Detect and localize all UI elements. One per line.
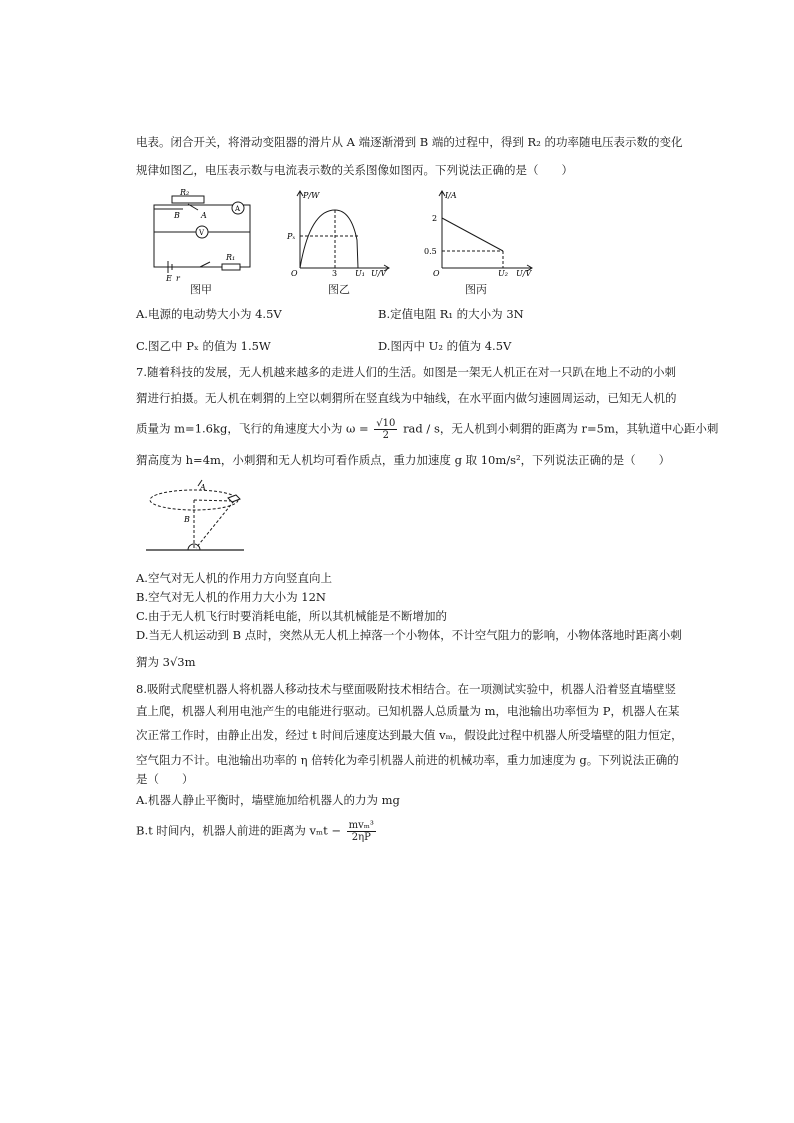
current-voltage-graph [420,188,538,278]
q8-option-a: A.机器人静止平衡时，墙壁施加给机器人的力为 mg [136,793,400,807]
bing-y-axis-label: I/A [445,191,457,200]
bing-x-axis-label: U/V [516,269,532,278]
r2-label: R₂ [180,188,190,197]
yi-px-label: Pₓ [287,232,296,241]
circuit-diagram [138,188,260,283]
q7-stem-line-3 [136,418,718,441]
q8-stem-line-3: 次正常工作时，由静止出发，经过 t 时间后速度达到最大值 vₘ，假设此过程中机器人所受墙壁的阻力恒定， [136,728,683,742]
caption-yi: 图乙 [328,283,350,296]
drone-point-a: A [200,483,206,492]
bing-origin-label: O [433,269,440,278]
q7-stem-line-2: 猬进行拍摄。无人机在刺猬的上空以刺猬所在竖直线为中轴线，在水平面内做匀速圆周运动，已知无人机的 [136,391,677,405]
q8-stem-line-4: 空气阻力不计。电池输出功率的 η 倍转化为牵引机器人前进的机械功率，重力加速度为 g。下列说法正确的 [136,753,679,767]
q6-option-b: B.定值电阻 R₁ 的大小为 3N [378,307,524,321]
q7-option-d-line-2: 猬为 3√3m [136,655,196,669]
q7-stem-line-4: 猬高度为 h=4m，小刺猬和无人机均可看作质点，重力加速度 g 取 10m/s²，下列说法正确的是（ ） [136,453,671,467]
q7-option-c: C.由于无人机飞行时要消耗电能，所以其机械能是不断增加的 [136,609,448,623]
caption-jia: 图甲 [190,283,212,296]
q7-option-b: B.空气对无人机的作用力大小为 12N [136,590,326,604]
q6-stem-line-2: 规律如图乙，电压表示数与电流表示数的关系图像如图丙。下列说法正确的是（ ） [136,163,573,177]
ammeter-symbol: A [235,205,241,213]
omega-denominator: 2 [382,430,390,441]
drone-orbit-diagram [140,478,248,554]
q7-option-d-line-1: D.当无人机运动到 B 点时，突然从无人机上掉落一个小物体，不计空气阻力的影响，小物体落地时距离小刺 [136,628,682,642]
q8-option-b-text: B.t 时间内，机器人前进的距离为 vₘt − [136,823,341,838]
distance-denominator: 2ηP [351,832,371,843]
bing-u2-label: U₂ [498,269,508,278]
slider-a-label: A [201,211,207,220]
bing-tick-05: 0.5 [424,247,437,256]
yi-origin-label: O [291,269,298,278]
yi-u1-label: U₁ [355,269,365,278]
q8-stem-line-5: 是（ ） [136,772,194,786]
power-voltage-graph [285,188,395,278]
yi-tick-3: 3 [332,269,338,278]
caption-bing: 图丙 [465,283,487,296]
bing-tick-2: 2 [432,214,438,223]
q7-stem-line-3b: rad / s，无人机到小刺猬的距离为 r=5m，其轨道中心距小刺 [403,421,719,436]
slider-b-label: B [174,211,180,220]
yi-y-axis-label: P/W [303,191,320,200]
voltmeter-symbol: V [199,229,205,237]
omega-numerator: √10 [376,418,396,429]
distance-numerator: mvₘ³ [348,820,374,831]
r1-label: R₁ [226,253,236,262]
omega-fraction [374,418,397,441]
q6-option-c: C.图乙中 Pₓ 的值为 1.5W [136,339,271,353]
q8-stem-line-2: 直上爬，机器人利用电池产生的电能进行驱动。已知机器人总质量为 m，电池输出功率恒为 P，机器人在某 [136,704,680,718]
q7-stem-line-3a: 质量为 m=1.6kg，飞行的角速度大小为 ω = [136,421,369,436]
q8-stem-line-1: 8.吸附式爬壁机器人将机器人移动技术与壁面吸附技术相结合。在一项测试实验中，机器人沿着竖直墙壁竖 [136,682,676,696]
internal-r-label: r [176,274,180,283]
q6-stem-line-1: 电表。闭合开关，将滑动变阻器的滑片从 A 端逐渐滑到 B 端的过程中，得到 R₂ 的功率随电压表示数的变化 [136,135,683,149]
q8-option-b [136,820,378,843]
emf-label: E [166,274,172,283]
distance-fraction [347,820,376,843]
q7-stem-line-1: 7.随着科技的发展，无人机越来越多的走进人们的生活。如图是一架无人机正在对一只趴在地上不动的小刺 [136,365,676,379]
drone-point-b: B [184,515,190,524]
q6-option-d: D.图丙中 U₂ 的值为 4.5V [378,339,512,353]
yi-x-axis-label: U/V [371,269,387,278]
q7-option-a: A.空气对无人机的作用力方向竖直向上 [136,571,332,585]
q6-option-a: A.电源的电动势大小为 4.5V [136,307,282,321]
